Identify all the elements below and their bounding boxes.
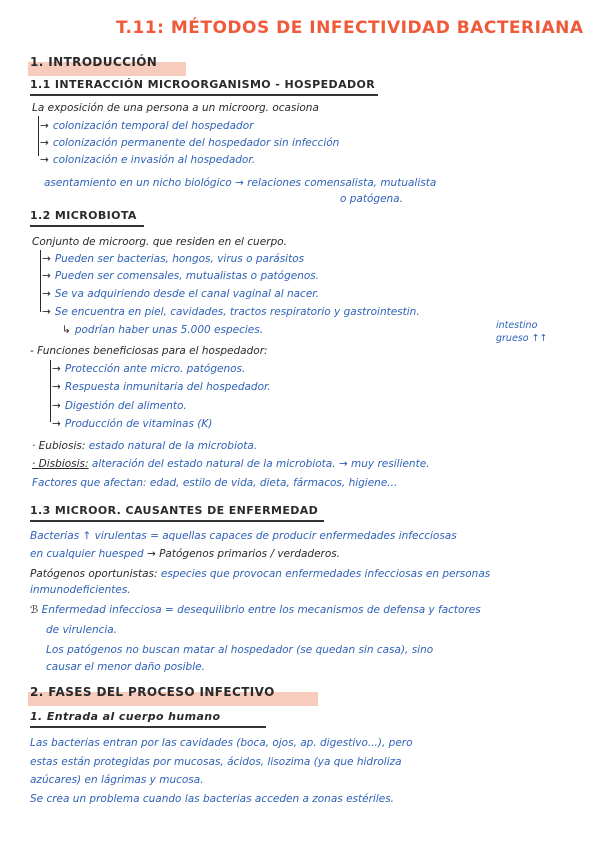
subsection-1-1-heading: 1.1 INTERACCIÓN MICROORGANISMO - HOSPEDADOR	[30, 78, 376, 91]
body-text: ℬ Enfermedad infecciosa = desequilibrio entre los mecanismos de defensa y factores	[30, 604, 481, 616]
body-text: Bacterias ↑ virulentas = aquellas capaces de producir enfermedades infecciosas	[30, 530, 457, 542]
list-item: → colonización e invasión al hospedador.	[40, 154, 256, 166]
list-item: → Protección ante micro. patógenos.	[52, 363, 246, 375]
subsection-1-2-heading: 1.2 MICROBIOTA	[30, 209, 137, 222]
heading-underline	[30, 726, 266, 728]
list-bracket	[40, 250, 41, 312]
intro-text: La exposición de una persona a un microorg. ocasiona	[32, 102, 319, 114]
side-note: intestino	[496, 320, 538, 331]
body-text: Patógenos oportunistas: especies que provocan enfermedades infecciosas en personas	[30, 568, 491, 580]
list-bracket	[38, 116, 39, 156]
list-item: → Digestión del alimento.	[52, 400, 187, 412]
section-1-heading: 1. INTRODUCCIÓN	[30, 55, 158, 69]
side-note: grueso ↑↑	[496, 333, 548, 344]
subsection-1-3-heading: 1.3 MICROOR. CAUSANTES DE ENFERMEDAD	[30, 504, 319, 517]
section-2-heading: 2. FASES DEL PROCESO INFECTIVO	[30, 685, 275, 699]
heading-underline	[30, 225, 144, 227]
heading-underline	[30, 520, 324, 522]
body-text: estas están protegidas por mucosas, ácidos, lisozima (ya que hidroliza	[30, 756, 402, 768]
body-text: azúcares) en lágrimas y mucosa.	[30, 774, 204, 786]
sub-note: ↳ podrían haber unas 5.000 especies.	[62, 324, 264, 336]
body-text: Las bacterias entran por las cavidades (boca, ojos, ap. digestivo...), pero	[30, 737, 413, 749]
list-item: → Producción de vitaminas (K)	[52, 418, 213, 430]
list-item: → Se encuentra en piel, cavidades, tractos respiratorio y gastrointestin.	[42, 306, 420, 318]
body-text: inmunodeficientes.	[30, 584, 131, 596]
factors-line: Factores que afectan: edad, estilo de vida, dieta, fármacos, higiene...	[32, 477, 398, 489]
subsection-2-1-heading: 1. Entrada al cuerpo humano	[30, 710, 221, 723]
detail-text: asentamiento en un nicho biológico → relaciones comensalista, mutualista	[44, 177, 437, 189]
body-text: Se crea un problema cuando las bacterias acceden a zonas estériles.	[30, 793, 394, 805]
intro-text: Conjunto de microorg. que residen en el cuerpo.	[32, 236, 287, 248]
list-item: → Pueden ser comensales, mutualistas o patógenos.	[42, 270, 320, 282]
eubiosis-line: · Eubiosis: estado natural de la microbiota.	[32, 440, 258, 452]
body-text: Los patógenos no buscan matar al hospedador (se quedan sin casa), sino	[46, 644, 434, 656]
body-text: causar el menor daño posible.	[46, 661, 205, 673]
list-item: → colonización permanente del hospedador sin infección	[40, 137, 340, 149]
list-bracket	[50, 360, 51, 422]
heading-underline	[30, 94, 378, 96]
list-item: → Respuesta inmunitaria del hospedador.	[52, 381, 271, 393]
disbiosis-line: · Disbiosis: alteración del estado natural de la microbiota. → muy resiliente.	[32, 458, 430, 470]
functions-heading: - Funciones beneficiosas para el hospedador:	[30, 345, 268, 357]
list-item: → Se va adquiriendo desde el canal vaginal al nacer.	[42, 288, 319, 300]
detail-text: o patógena.	[340, 193, 403, 205]
body-text: de virulencia.	[46, 624, 118, 636]
list-item: → Pueden ser bacterias, hongos, virus o parásitos	[42, 253, 305, 265]
page-title: T.11: MÉTODOS DE INFECTIVIDAD BACTERIANA	[116, 18, 584, 38]
body-text: en cualquier huesped → Patógenos primarios / verdaderos.	[30, 548, 341, 560]
list-item: → colonización temporal del hospedador	[40, 120, 254, 132]
